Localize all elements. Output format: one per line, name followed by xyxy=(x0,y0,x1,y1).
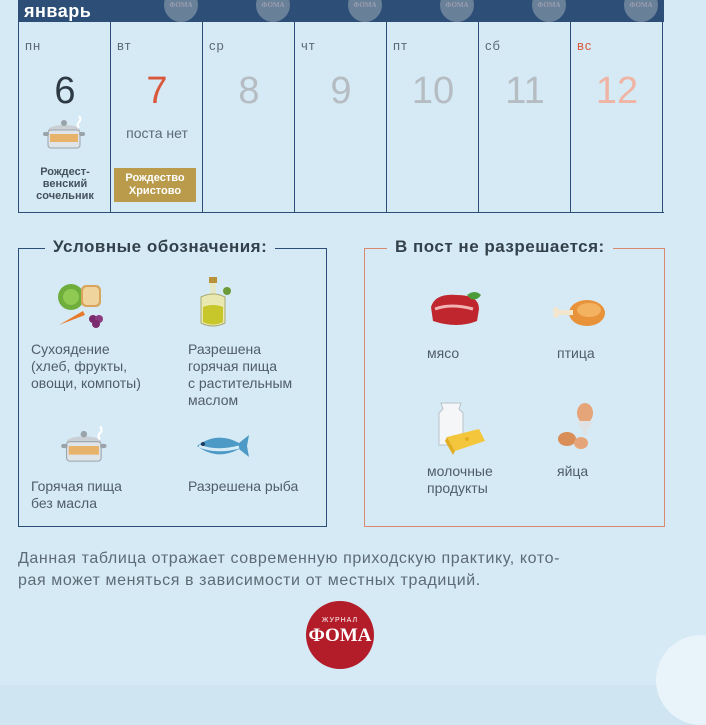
footer-note xyxy=(18,548,668,592)
watermark-logo: ФОМА xyxy=(624,0,658,22)
forbidden-title: В пост не разрешается: xyxy=(387,237,613,257)
day-cell-saturday xyxy=(478,22,571,212)
badge-line: Христово xyxy=(128,185,182,197)
day-number: 9 xyxy=(330,70,352,112)
legend-item-text xyxy=(188,341,292,409)
day-of-week: сб xyxy=(485,38,501,53)
footer-line: рая может меняться в зависимости от местных традиций. xyxy=(18,572,481,589)
day-of-week: ср xyxy=(209,38,225,53)
text-line: с растительным xyxy=(188,375,293,391)
forbidden-item-text xyxy=(427,463,493,497)
month-title: январь xyxy=(24,1,92,21)
text-line: молочные xyxy=(427,463,493,479)
day-cell-friday xyxy=(386,22,479,212)
text-line: (хлеб, фрукты, xyxy=(31,358,128,374)
text-line: без масла xyxy=(31,495,98,511)
forbidden-box xyxy=(364,237,665,527)
meat-icon xyxy=(427,289,485,331)
oil-bottle-icon xyxy=(191,275,235,331)
day-cell-sunday xyxy=(570,22,663,212)
text-line: Горячая пища xyxy=(31,478,122,494)
legend-item-text xyxy=(31,478,122,512)
day-of-week: вс xyxy=(577,38,593,53)
logo-top-text: ЖУРНАЛ xyxy=(321,617,359,624)
legend-title: Условные обозначения: xyxy=(45,237,275,257)
day-number: 7 xyxy=(146,70,168,112)
day-of-week: пт xyxy=(393,38,408,53)
watermark-logo: ФОМА xyxy=(532,0,566,22)
week-grid xyxy=(18,22,664,213)
day-cell-wednesday xyxy=(202,22,295,212)
eggs-icon xyxy=(555,399,599,451)
day-number: 10 xyxy=(411,70,455,112)
day-cell-thursday xyxy=(294,22,387,212)
forbidden-item-text xyxy=(557,463,588,480)
day-of-week: чт xyxy=(301,38,316,53)
day-number: 8 xyxy=(238,70,260,112)
footer-line: Данная таблица отражает современную приходскую практику, кото- xyxy=(18,550,560,567)
text-line: продукты xyxy=(427,480,488,496)
no-fast-note: поста нет xyxy=(126,125,188,141)
forbidden-item-text xyxy=(427,345,459,362)
day-number: 11 xyxy=(505,70,545,112)
text-line: овощи, компоты) xyxy=(31,375,141,391)
text-line: яйца xyxy=(557,463,589,479)
text-line: Разрешена xyxy=(188,341,262,357)
text-line: мясо xyxy=(427,345,460,361)
hot-pot-icon xyxy=(41,112,91,156)
dairy-icon xyxy=(433,399,489,457)
forbidden-item-text xyxy=(557,345,595,362)
text-line: горячая пища xyxy=(188,358,278,374)
day-of-week: пн xyxy=(25,38,42,53)
dry-food-icon xyxy=(53,275,109,331)
note-line: сочельник xyxy=(36,190,94,202)
page-curl xyxy=(656,635,706,725)
legend-box xyxy=(18,237,327,527)
day-cell-monday xyxy=(18,22,111,212)
watermark-logo: ФОМА xyxy=(256,0,290,22)
badge-line: Рождество xyxy=(125,172,185,184)
foma-logo xyxy=(306,601,374,669)
text-line: Разрешена рыба xyxy=(188,478,299,494)
hot-pot-icon xyxy=(59,421,113,471)
text-line: маслом xyxy=(188,392,239,408)
legend-item-text xyxy=(31,341,141,392)
fish-icon xyxy=(187,431,253,461)
day-number: 12 xyxy=(595,70,639,112)
month-header xyxy=(18,0,664,22)
note-line: Рождест- xyxy=(40,166,90,178)
watermark-logo: ФОМА xyxy=(440,0,474,22)
grid-line xyxy=(662,22,663,212)
day-of-week: вт xyxy=(117,38,132,53)
day-number: 6 xyxy=(54,70,76,112)
text-line: птица xyxy=(557,345,595,361)
watermark-logo: ФОМА xyxy=(164,0,198,22)
christmas-eve-note xyxy=(21,166,109,202)
text-line: Сухоядение xyxy=(31,341,110,357)
logo-main-text: ФОМА xyxy=(308,625,372,646)
poultry-icon xyxy=(551,297,607,329)
christmas-badge xyxy=(114,168,196,202)
legend-item-text xyxy=(188,478,298,495)
note-line: венский xyxy=(42,178,88,190)
watermark-logo: ФОМА xyxy=(348,0,382,22)
